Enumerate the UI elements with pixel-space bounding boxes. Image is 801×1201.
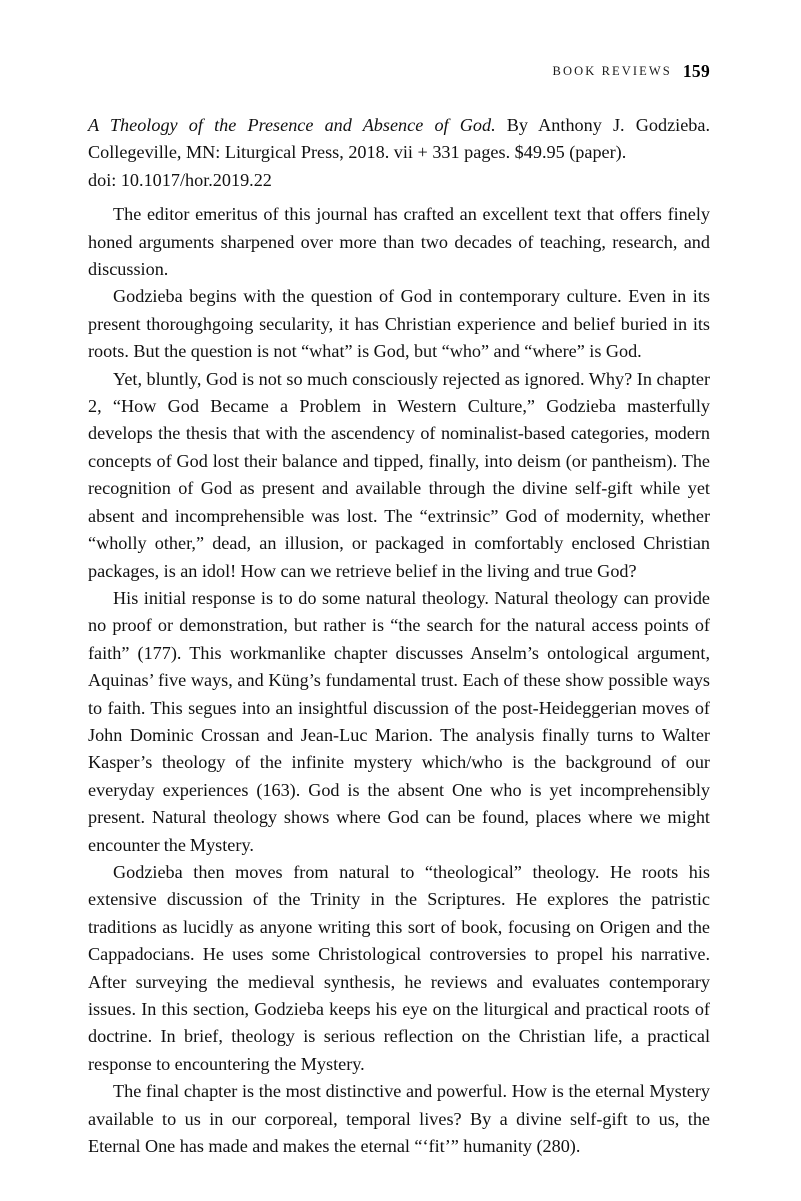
doi-line: doi: 10.1017/hor.2019.22 [88, 169, 272, 190]
text-block [88, 112, 710, 1160]
running-head [88, 61, 710, 82]
body-paragraph-1: The editor emeritus of this journal has crafted an excellent text that offers finely honed arguments sharpened over more than two decades of teaching, research, and discussion. [88, 204, 710, 280]
book-headnote [88, 112, 710, 167]
body-paragraph-4: His initial response is to do some natural theology. Natural theology can provide no proof or demonstration, but rather is “the search for the natural access points of faith” (177). This workmanlike chapter discusses Anselm’s ontological argument, Aquinas’ five ways, and Küng’s fundamental trust. Each of these show possible ways to faith. This segues into an insightful discussion of the post-Heideggerian moves of John Dominic Crossan and Jean-Luc Marion. The analysis finally turns to Walter Kasper’s theology of the infinite mystery which/who is the background of our everyday experiences (163). God is the absent One who is yet incomprehensibly present. Natural theology shows where God can be found, places where we might encounter the Mystery. [88, 587, 710, 855]
book-title: A Theology of the Presence and Absence of God. [88, 115, 496, 135]
body-paragraph-6: The final chapter is the most distinctive and powerful. How is the eternal Mystery available to us in our corporeal, temporal lives? By a divine self-gift to us, the Eternal One has made and makes the eternal “‘fit’” humanity (280). [88, 1081, 710, 1157]
body-paragraph-2: Godzieba begins with the question of God in contemporary culture. Even in its present thoroughgoing secularity, it has Christian experience and belief buried in its roots. But the question is not “what” is God, but “who” and “where” is God. [88, 286, 710, 362]
headnote-spacer [88, 194, 710, 201]
body-paragraph-5: Godzieba then moves from natural to “theological” theology. He roots his extensive discussion of the Trinity in the Scriptures. He explores the patristic traditions as lucidly as anyone writing this sort of book, focusing on Origen and the Cappadocians. He uses some Christological controversies to propel his narrative. After surveying the medieval synthesis, he reviews and evaluates contemporary issues. In this section, Godzieba keeps his eye on the liturgical and practical roots of doctrine. In brief, theology is serious reflection on the Christian life, a practical response to encountering the Mystery. [88, 861, 710, 1074]
page-number: 159 [682, 61, 710, 81]
body-paragraph-3: Yet, bluntly, God is not so much consciously rejected as ignored. Why? In chapter 2, “How God Became a Problem in Western Culture,” Godzieba masterfully develops the thesis that with the ascendency of nominalist-based categories, modern concepts of God lost their balance and tipped, finally, into deism (or pantheism). The recognition of God as present and available through the divine self-gift while yet absent and incomprehensible was lost. The “extrinsic” God of modernity, whether “wholly other,” dead, an illusion, or packaged in comfortably enclosed Christian packages, is an idol! How can we retrieve belief in the living and true God? [88, 368, 710, 581]
book-publication-info: By Anthony J. Godzieba. Collegeville, MN: Liturgical Press, 2018. vii + 331 pages. $49.95 (paper). [88, 115, 710, 163]
running-head-label: BOOK REVIEWS [552, 64, 672, 78]
